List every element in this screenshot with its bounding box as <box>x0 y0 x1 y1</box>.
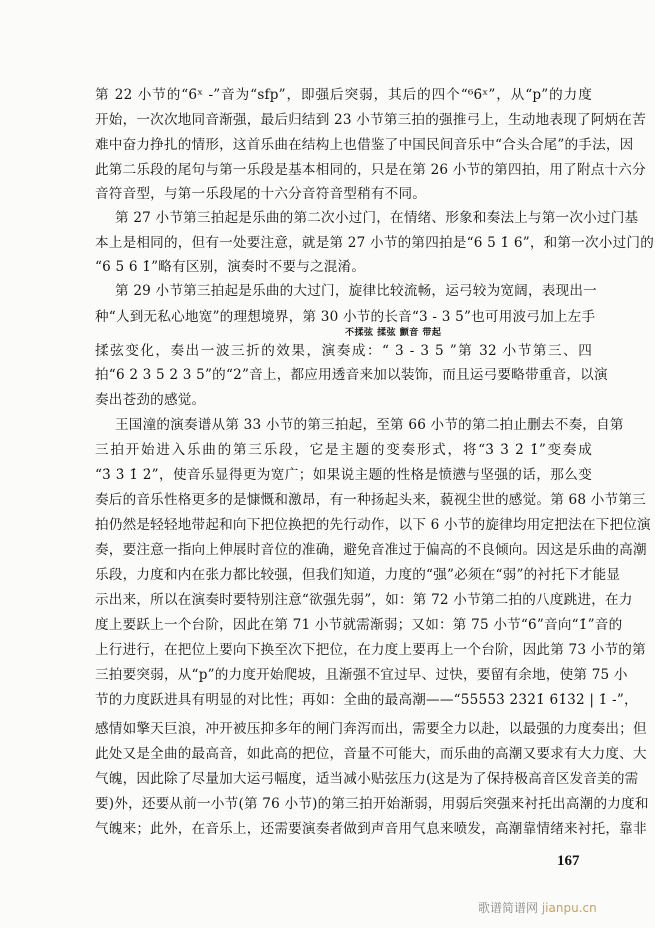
text-line: 示出来，所以在演奏时要特别注意“欲强先弱”，如：第 72 小节第二拍的八度跳进，在力 <box>95 592 633 608</box>
text-line: 此处又是全曲的最高音，如此高的把位，音量不可能大，而乐曲的高潮又要求有大力度、大 <box>95 746 647 762</box>
text-line: 气魄来；此外，在音乐上，还需要演奏者做到声音用气息来喷发，高潮靠情绪来衬托，靠非 <box>95 821 647 837</box>
text-line: 音符音型，与第一乐段尾的十六分音符音型稍有不同。 <box>95 186 427 202</box>
text-line: 种“人到无私心地宽”的理想境界，第 30 小节的长音“3 - 3 5̇”也可用波弓加上左手 <box>95 309 596 325</box>
text-line: 三拍开始进入乐曲的第三乐段，它是主题的变奏形式，将“3̇ 3̇ 2̇ 1̇”变奏成 <box>95 442 592 458</box>
text-line: “3̇ 3̇ 1̇ 2̇”，使音乐显得更为宽广；如果说主题的性格是愤懑与坚强的话，那么变 <box>95 467 592 483</box>
text-line: 第 29 小节第三拍起是乐曲的大过门，旋律比较流畅，运弓较为宽阔，表现出一 <box>115 283 597 299</box>
text-line: 本上是相同的，但有一处要注意，就是第 27 小节的第四拍是“6 5 1̇ 6”，和第一次小过门的 <box>95 235 654 251</box>
text-line: 上行进行，在把位上要向下换至次下把位，在力度上要再上一个台阶，因此第 73 小节的第 <box>95 642 646 658</box>
text-line: 感情如擎天巨浪，冲开被压抑多年的闸门奔泻而出，需要全力以赴，以最强的力度奏出；但 <box>95 721 647 737</box>
watermark-en: jianpu.cn <box>541 901 597 915</box>
text-line: 气魄，因此除了尽量加大运弓幅度，适当减小贴弦压力(这是为了保持极高音区发音美的需 <box>95 771 639 787</box>
text-line: 拍“6 2 3 5 2 3 5”的“2”音上，都应用透音来加以装饰，而且运弓要略带重音，以演 <box>95 367 608 383</box>
text-line: 奏，要注意一指向上伸展时音位的准确，避免音准过于偏高的不良倾向。因这是乐曲的高潮 <box>95 542 647 558</box>
text-line: 乐段，力度和内在张力都比较强，但我们知道，力度的“强”必须在“弱”的衬托下才能显 <box>95 567 621 583</box>
text-line: 第 22 小节的“6̄ˣ -”音为“sfp”，即强后突弱，其后的四个“⁶6̇ˣ”，从“p”的力度 <box>95 87 592 103</box>
text-line: 奏后的音乐性格更多的是慷慨和激昂，有一种扬起头来，藐视尘世的感觉。第 68 小节第三 <box>95 492 646 508</box>
watermark-cn: 歌谱简谱网 <box>478 901 539 915</box>
text-line: 王国潼的演奏谱从第 33 小节的第三拍起，至第 66 小节的第二拍止删去不奏，自第 <box>115 417 624 433</box>
text-line: 揉弦变化，奏出一波三折的效果，演奏成：“ 3 - 3 5 ”第 32 小节第三、四 <box>95 343 592 359</box>
text-line: 度上要跃上一个台阶，因此在第 71 小节就需渐弱；又如：第 75 小节“6̇”音向“1̇”音的 <box>95 617 623 633</box>
text-line: “6 5 6 1̇”略有区别，演奏时不要与之混淆。 <box>95 259 366 275</box>
text-line: 第 27 小节第三拍起是乐曲的第二次小过门，在情绪、形象和奏法上与第一次小过门基 <box>115 210 639 226</box>
text-line: 此第二乐段的尾句与第一乐段是基本相同的，只是在第 26 小节的第四拍，用了附点十六分 <box>95 162 646 178</box>
text-line: 要)外，还要从前一小节(第 76 小节)的第三拍开始渐弱，用弱后突强来衬托出高潮的力度和 <box>95 796 649 812</box>
text-line: 奏出苍劲的感觉。 <box>95 392 206 408</box>
page-number: 167 <box>557 853 580 869</box>
text-line: 开始，一次次地同音渐强，最后归结到 23 小节第三拍的强推弓上，生动地表现了阿炳在苦 <box>95 112 646 128</box>
bowing-annotation: 不揉弦 揉弦 颤音 带起 <box>345 328 442 338</box>
watermark <box>478 900 597 916</box>
text-line: 拍仍然是轻轻地带起和向下把位换把的先行动作，以下 6 小节的旋律均用定把法在下把位演 <box>95 517 651 533</box>
text-line: 难中奋力挣扎的情形，这首乐曲在结构上也借鉴了中国民间音乐中“合头合尾”的手法，因 <box>95 137 634 153</box>
text-line: 三拍要突弱，从“p”的力度开始爬坡，且渐强不宜过早、过快，要留有余地，使第 75 小 <box>95 667 628 683</box>
text-line: 节的力度跃进具有明显的对比性；再如：全曲的最高潮——“5̇5̇5̇5̇3̇ 2̇3̇2̇1̇ 6̇1̇3̇2̇ | 1̇ -”， <box>95 692 638 708</box>
